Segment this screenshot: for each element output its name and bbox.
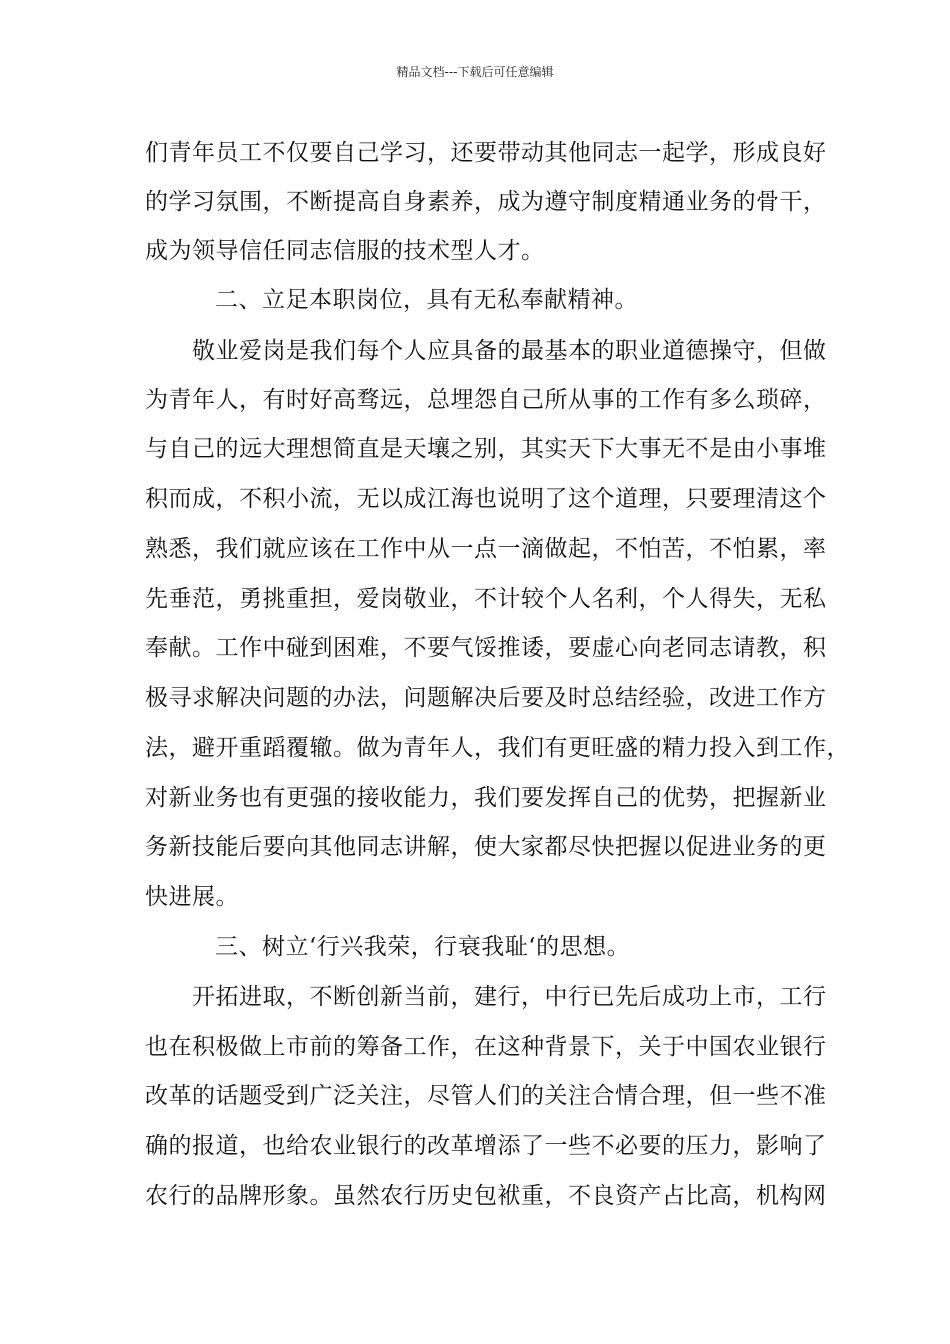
body-line: 快进展。	[145, 884, 239, 910]
body-line: 与自己的远大理想简直是天壤之别，其实天下大事无不是由小事堆	[145, 436, 827, 462]
body-line: 的学习氛围，不断提高自身素养，成为遵守制度精通业务的骨干，	[145, 189, 827, 215]
body-line: 对新业务也有更强的接收能力，我们要发挥自己的优势，把握新业	[145, 785, 827, 811]
page-header: 精品文档---下载后可任意编辑	[396, 65, 554, 79]
body-line: 熟悉，我们就应该在工作中从一点一滴做起，不怕苦，不怕累，率	[145, 536, 827, 562]
body-line: 奉献。工作中碰到困难，不要气馁推诿，要虚心向老同志请教，积	[145, 635, 827, 661]
body-line: 为青年人，有时好高骛远，总埋怨自己所从事的工作有多么琐碎，	[145, 387, 827, 413]
body-line: 成为领导信任同志信服的技术型人才。	[145, 238, 545, 264]
paragraph-start: 敬业爱岗是我们每个人应具备的最基本的职业道德操守，但做	[192, 338, 827, 364]
body-line: 确的报道，也给农业银行的改革增添了一些不必要的压力，影响了	[145, 1133, 827, 1159]
body-line: 极寻求解决问题的办法，问题解决后要及时总结经验，改进工作方	[145, 685, 827, 711]
body-line: 积而成，不积小流，无以成江海也说明了这个道理，只要理清这个	[145, 486, 827, 512]
body-line: 们青年员工不仅要自己学习，还要带动其他同志一起学，形成良好	[145, 140, 827, 166]
body-line: 务新技能后要向其他同志讲解，使大家都尽快把握以促进业务的更	[145, 834, 827, 860]
body-line: 先垂范，勇挑重担，爱岗敬业，不计较个人名利，个人得失，无私	[145, 586, 827, 612]
section-heading-2: 二、立足本职岗位，具有无私奉献精神。	[215, 287, 638, 313]
body-line: 农行的品牌形象。虽然农行历史包袱重，不良资产占比高，机构网	[145, 1183, 827, 1209]
paragraph-start: 开拓进取，不断创新当前，建行，中行已先后成功上市，工行	[192, 984, 827, 1010]
body-line: 改革的话题受到广泛关注，尽管人们的关注合情合理，但一些不准	[145, 1083, 827, 1109]
body-line: 也在积极做上市前的筹备工作，在这种背景下，关于中国农业银行	[145, 1034, 827, 1060]
section-heading-3: 三、树立‘行兴我荣，行衰我耻‘的思想。	[215, 934, 631, 960]
body-line: 法，避开重蹈覆辙。做为青年人，我们有更旺盛的精力投入到工作，	[145, 735, 850, 761]
